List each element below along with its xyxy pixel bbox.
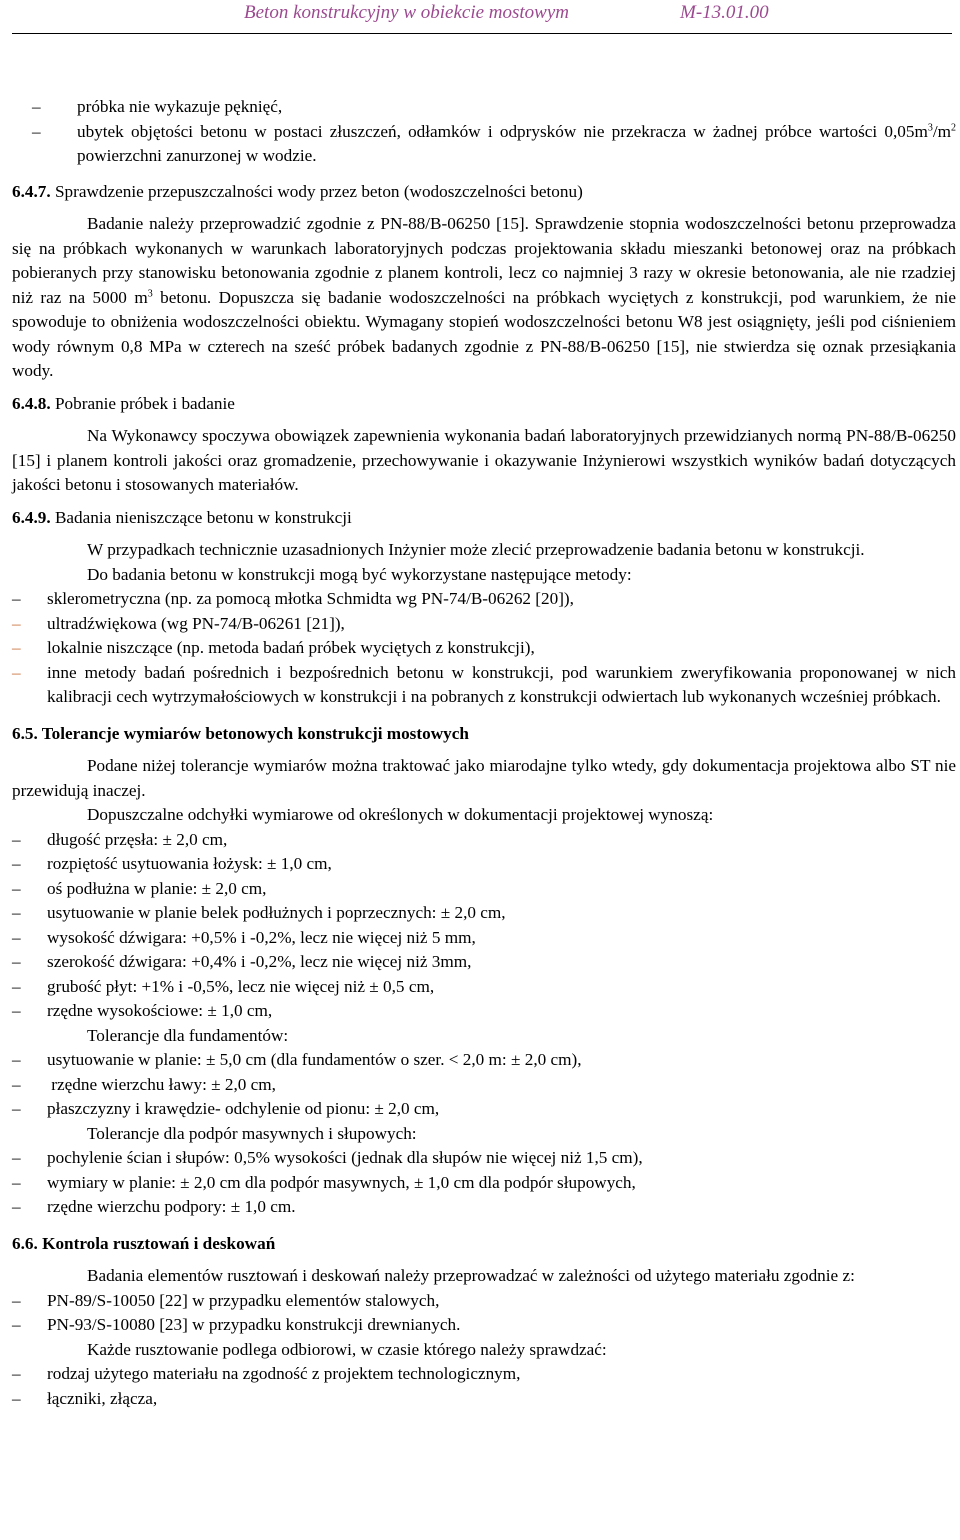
list-item-text: sklerometryczna (np. za pomocą młotka Schmidta wg PN-74/B-06262 [20]), xyxy=(47,589,574,608)
paragraph: W przypadkach technicznie uzasadnionych Inżynier może zlecić przeprowadzenie badania betonu w konstrukcji. xyxy=(87,540,865,559)
dash-bullet xyxy=(12,661,47,686)
superscript: 3 xyxy=(927,121,933,133)
running-header xyxy=(0,0,960,32)
header-code: M-13.01.00 xyxy=(680,2,769,23)
dash-bullet xyxy=(12,1146,47,1171)
list-item-text-part: /m xyxy=(932,121,951,141)
dash-bullet xyxy=(12,636,47,661)
list-item-text: lokalnie niszczące (np. metoda badań próbek wyciętych z konstrukcji), xyxy=(47,638,535,657)
list-item xyxy=(32,95,956,120)
paragraph: Na Wykonawcy spoczywa obowiązek zapewnienia wykonania badań laboratoryjnych przewidzianych normą PN-88/B-06250 [15] i planem kontroli jakości oraz gromadzenie, przechowywanie i okazywanie Inżynierowi wszystkich wyników badań dotyczących jakości betonu i stosowanych materiałów. xyxy=(12,426,956,494)
standards-list xyxy=(12,1289,956,1338)
tolerance-list xyxy=(12,828,956,1024)
superscript: 2 xyxy=(951,121,956,133)
list-item-text: szerokość dźwigara: +0,4% i -0,2%, lecz nie więcej niż 3mm, xyxy=(47,952,472,971)
section-heading-648 xyxy=(12,392,956,417)
methods-list xyxy=(12,587,956,710)
section-heading-66: 6.6. Kontrola rusztowań i deskowań xyxy=(12,1233,276,1253)
dash-bullet xyxy=(12,828,47,853)
list-item xyxy=(12,852,956,877)
list-item-text: łączniki, złącza, xyxy=(47,1388,158,1408)
list-item-text: próbka nie wykazuje pęknięć, xyxy=(77,97,283,116)
dash-bullet xyxy=(12,950,47,975)
dash-bullet xyxy=(12,1387,47,1412)
list-item-text: długość przęsła: ± 2,0 cm, xyxy=(47,829,228,849)
list-item-text: PN-93/S-10080 [23] w przypadku konstrukcji drewnianych. xyxy=(47,1315,461,1334)
list-item-text: inne metody badań pośrednich i bezpośrednich betonu w konstrukcji, pod warunkiem zweryfikowania proponowanej w nich kalibracji cech wytrzymałościowych w konstrukcji i na pobranych z konstrukcji odwiertach lub wykonanych wcześniej próbkach. xyxy=(47,662,956,706)
header-rule xyxy=(12,33,952,34)
dash-bullet xyxy=(32,95,77,120)
paragraph: Do badania betonu w konstrukcji mogą być wykorzystane następujące metody: xyxy=(87,564,632,584)
paragraph-text: Badanie należy przeprowadzić zgodnie z PN-88/B-06250 [15]. Sprawdzenie stopnia wodoszczelności betonu przeprowadza się na próbkach wykonanych w warunkach laboratoryjnych podczas projektowania składu mieszanki betonowej oraz na próbkach pobieranych przy stanowisku betonowania zgodnie z planem kontroli, lecz co najmniej 3 razy w okresie betonowania, ale nie rzadziej niż raz na 5000 m xyxy=(12,214,956,307)
paragraph: Badania elementów rusztowań i deskowań należy przeprowadzać w zależności od użytego materiału zgodnie z: xyxy=(87,1266,855,1285)
document-body xyxy=(12,95,956,1411)
list-item-text: rodzaj użytego materiału na zgodność z projektem technologicznym, xyxy=(47,1364,521,1383)
list-item xyxy=(12,1097,956,1122)
list-item xyxy=(12,877,956,902)
list-item xyxy=(12,636,956,661)
list-item xyxy=(12,1313,956,1338)
list-item-text: oś podłużna w planie: ± 2,0 cm, xyxy=(47,878,267,898)
paragraph-text: betonu. Dopuszcza się badanie wodoszczelności na próbkach wyciętych z konstrukcji, pod warunkiem, że nie spowoduje to obniżenia wodoszczelności obiektu. Wymagany stopień wodoszczelności betonu W8 jest osiągnięty, jeśli pod ciśnieniem wody równym 0,8 MPa w czterech na sześć próbek badanych zgodnie z PN-88/B-06250 [15], nie stwierdza się oznak przesiąkania wody. xyxy=(12,287,956,380)
dash-bullet xyxy=(12,926,47,951)
paragraph: Dopuszczalne odchyłki wymiarowe od określonych w dokumentacji projektowej wynoszą: xyxy=(87,805,714,824)
list-item xyxy=(32,120,956,169)
dash-bullet xyxy=(12,1048,47,1073)
list-item xyxy=(12,587,956,612)
list-item-text-part: ubytek objętości betonu w postaci złuszczeń, odłamków i odprysków nie przekracza w żadnej próbce wartości 0,05m xyxy=(77,121,928,141)
section-heading-647 xyxy=(12,180,956,205)
dash-bullet xyxy=(12,901,47,926)
list-item-text: grubość płyt: +1% i -0,5%, lecz nie więcej niż ± 0,5 cm, xyxy=(47,976,435,996)
section-heading-649 xyxy=(12,506,956,531)
subheading-supports: Tolerancje dla podpór masywnych i słupowych: xyxy=(87,1123,417,1143)
list-item xyxy=(12,1073,956,1098)
list-item xyxy=(12,1048,956,1073)
section-number: 6.4.9. xyxy=(12,507,51,527)
section-title: Pobranie próbek i badanie xyxy=(50,393,235,413)
list-item xyxy=(12,999,956,1024)
list-item-text xyxy=(77,120,956,169)
list-item xyxy=(12,661,956,710)
foundation-list xyxy=(12,1048,956,1122)
list-item-text: usytuowanie w planie belek podłużnych i poprzecznych: ± 2,0 cm, xyxy=(47,903,506,922)
dash-bullet xyxy=(12,612,47,637)
section-title: Sprawdzenie przepuszczalności wody przez beton (wodoszczelności betonu) xyxy=(50,181,583,201)
dash-bullet xyxy=(12,1195,47,1220)
list-item xyxy=(12,1387,956,1412)
dash-bullet xyxy=(12,1171,47,1196)
paragraph: Każde rusztowanie podlega odbiorowi, w czasie którego należy sprawdzać: xyxy=(87,1339,607,1359)
dash-bullet xyxy=(12,975,47,1000)
list-item xyxy=(12,950,956,975)
list-item xyxy=(12,612,956,637)
dash-bullet xyxy=(12,1362,47,1387)
section-number: 6.4.7. xyxy=(12,181,51,201)
dash-bullet xyxy=(12,1073,47,1098)
list-item xyxy=(12,1289,956,1314)
list-item-text: rzędne wierzchu podpory: ± 1,0 cm. xyxy=(47,1197,296,1216)
list-item-text: płaszczyzny i krawędzie- odchylenie od pionu: ± 2,0 cm, xyxy=(47,1099,440,1118)
list-item-text: rzędne wierzchu ławy: ± 2,0 cm, xyxy=(47,1074,276,1094)
list-item-text: pochylenie ścian i słupów: 0,5% wysokości (jednak dla słupów nie więcej niż 1,5 cm), xyxy=(47,1148,643,1167)
section-number: 6.4.8. xyxy=(12,393,51,413)
list-item-text: PN-89/S-10050 [22] w przypadku elementów stalowych, xyxy=(47,1290,440,1310)
list-item-text: rozpiętość usytuowania łożysk: ± 1,0 cm, xyxy=(47,854,332,873)
dash-bullet xyxy=(12,852,47,877)
dash-bullet xyxy=(12,877,47,902)
list-item xyxy=(12,975,956,1000)
list-item-text: wymiary w planie: ± 2,0 cm dla podpór masywnych, ± 1,0 cm dla podpór słupowych, xyxy=(47,1172,636,1192)
subheading-foundations: Tolerancje dla fundamentów: xyxy=(87,1025,289,1045)
list-item xyxy=(12,1195,956,1220)
list-item xyxy=(12,1171,956,1196)
section-heading-65: 6.5. Tolerancje wymiarów betonowych konstrukcji mostowych xyxy=(12,723,469,743)
paragraph xyxy=(12,212,956,384)
header-title: Beton konstrukcyjny w obiekcie mostowym xyxy=(244,2,570,23)
superscript: 3 xyxy=(147,287,153,299)
list-item-text: usytuowanie w planie: ± 5,0 cm (dla fundamentów o szer. < 2,0 m: ± 2,0 cm), xyxy=(47,1050,582,1069)
list-item-text: wysokość dźwigara: +0,5% i -0,2%, lecz nie więcej niż 5 mm, xyxy=(47,927,476,947)
list-item-text-part: powierzchni zanurzonej w wodzie. xyxy=(77,146,317,165)
inspection-list xyxy=(12,1362,956,1411)
list-item xyxy=(12,926,956,951)
top-list xyxy=(32,95,956,169)
dash-bullet xyxy=(12,999,47,1024)
paragraph: Podane niżej tolerancje wymiarów można traktować jako miarodajne tylko wtedy, gdy dokumentacja projektowa albo ST nie przewidują inaczej. xyxy=(12,756,956,800)
list-item xyxy=(12,828,956,853)
dash-bullet xyxy=(12,1097,47,1122)
dash-bullet xyxy=(12,1289,47,1314)
list-item-text: ultradźwiękowa (wg PN-74/B-06261 [21]), xyxy=(47,613,345,633)
dash-bullet xyxy=(12,587,47,612)
dash-bullet xyxy=(12,1313,47,1338)
section-title: Badania nieniszczące betonu w konstrukcji xyxy=(50,507,352,527)
list-item xyxy=(12,901,956,926)
supports-list xyxy=(12,1146,956,1220)
list-item xyxy=(12,1362,956,1387)
list-item-text: rzędne wysokościowe: ± 1,0 cm, xyxy=(47,1001,273,1020)
list-item xyxy=(12,1146,956,1171)
dash-bullet xyxy=(32,120,77,145)
